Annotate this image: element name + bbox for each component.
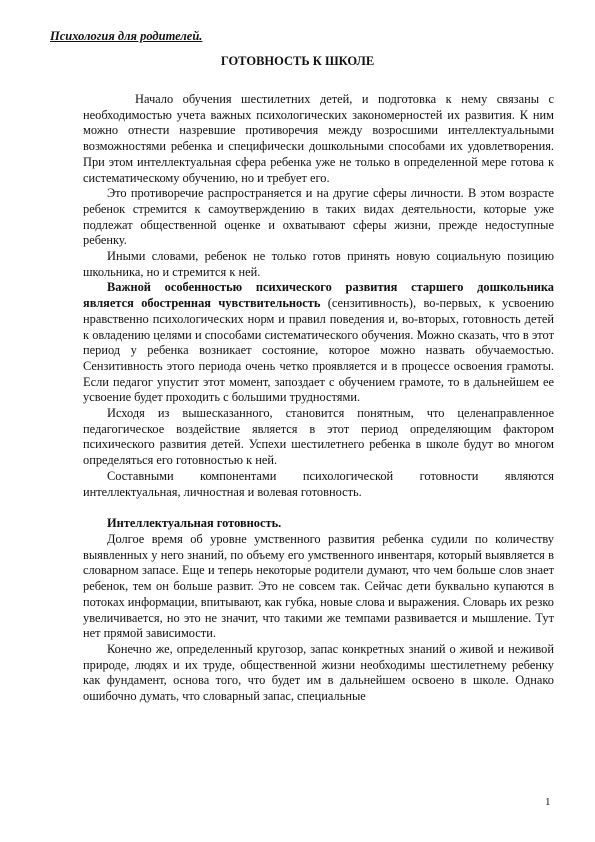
running-header: Психология для родителей.: [50, 29, 203, 43]
document-title: ГОТОВНОСТЬ К ШКОЛЕ: [220, 54, 375, 68]
paragraph-sensitivity-rest: (сензитивность), во-первых, к усвоению нравственно психологических норм и правил поведения и, во-вторых, готовность детей к овладению целями и способами систематического обучения. Можно сказать, что в этот период у ребенка возникает состояние, которое можно назвать обучаемостью. Сензитивность этого периода очень четко проявляется и в процессе освоения грамоты. Если педагог упустит этот момент, запоздает с обучением грамоте, то в дальнейшем ее усвоение будет проходить с большими трудностями.: [83, 296, 554, 405]
paragraph-components: Составными компонентами психологической готовности являются интеллектуальная, личностная и волевая готовность.: [83, 468, 554, 499]
emphasis-text: Важной особенностью психического развития старшего дошкольника является обостренная чувствительность: [83, 280, 554, 311]
page-number: 1: [545, 796, 551, 808]
paragraph-social-position: Иными словами, ребенок не только готов принять новую социальную позицию школьника, но и стремится к ней.: [83, 249, 554, 279]
paragraph-knowledge: Конечно же, определенный кругозор, запас конкретных знаний о живой и неживой природе, людях и их труде, общественной жизни необходимы шестилетнему ребенку как фундамент, основа того, что будет им в дальнейшем освоено в школе. Однако ошибочно думать, что словарный запас, специальные: [83, 641, 554, 704]
paragraph-sensitivity: [83, 280, 554, 406]
paragraph-pedagogical-influence: Исходя из вышесказанного, становится понятным, что целенаправленное педагогическое воздействие является в этот период определяющим фактором психического развития детей. Успехи шестилетнего ребенка в школе будут во многом определяться его готовностью к ней.: [83, 406, 554, 468]
paragraph-intro: Начало обучения шестилетних детей, и подготовка к нему связаны с необходимостью учета важных психологических закономерностей их развития. К ним можно отнести назревшие противоречия между возросшими интеллектуальными возможностями ребенка и специфически дошкольными способами их удовлетворения. При этом интеллектуальная сфера ребенка уже не только в определенной мере готова к систематическому обучению, но и требует его.: [83, 92, 554, 185]
paragraph-vocabulary: Долгое время об уровне умственного развития ребенка судили по количеству выявленных у него знаний, по объему его умственного инвентаря, который выявляется в словарном запасе. Еще и теперь некоторые родители думают, что чем больше слов знает ребенок, тем он больше развит. Это не совсем так. Сейчас дети буквально купаются в потоках информации, впитывают, как губка, новые слова и выражения. Словарь их резко увеличивается, но это не значит, что такими же темпами развивается и мышление. Тут нет прямой зависимости.: [83, 531, 554, 641]
section-heading: Интеллектуальная готовность.: [107, 516, 282, 531]
paragraph-contradiction: Это противоречие распространяется и на другие сферы личности. В этом возрасте ребенок стремится к самоутверждению в таких видах деятельности, которые уже подлежат общественной оценке и охватывают сферы жизни, прежде недоступные ребенку.: [83, 186, 554, 248]
document-body: [83, 92, 554, 705]
